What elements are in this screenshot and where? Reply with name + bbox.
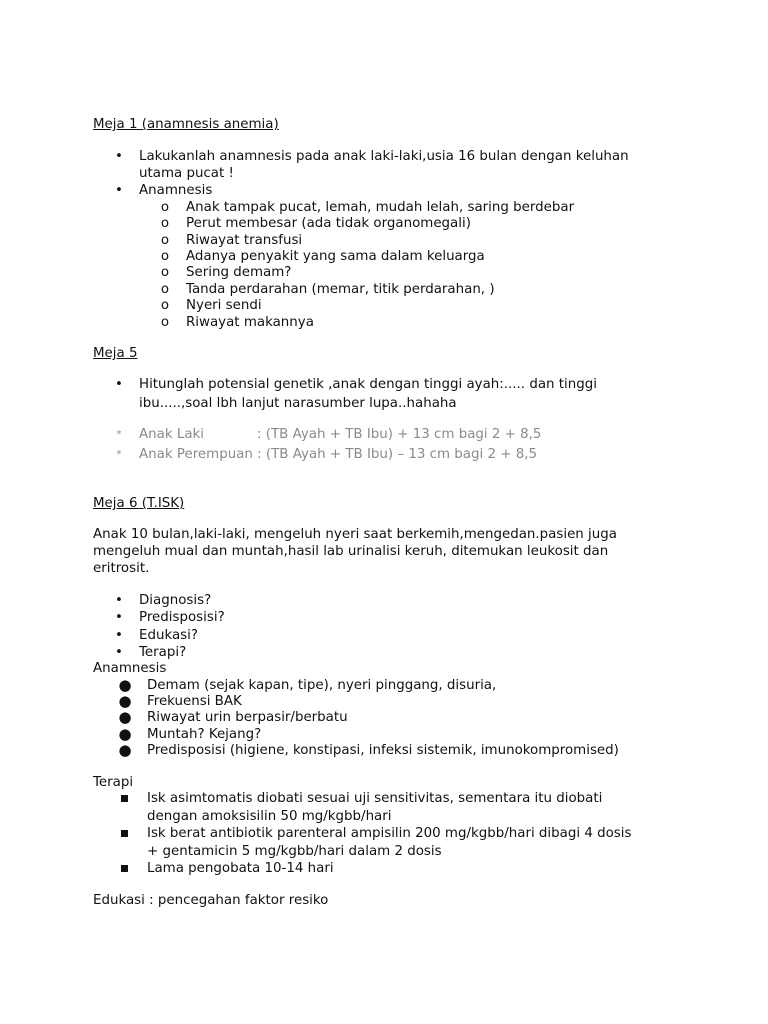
meja1-sub-item: Nyeri sendi xyxy=(186,298,262,313)
filled-circle-bullet-icon: ● xyxy=(118,725,132,743)
meja6-terapi-item-line: Lama pengobata 10-14 hari xyxy=(147,861,334,876)
star-bullet-icon: * xyxy=(116,429,122,440)
meja6-terapi-item-line: Isk berat antibiotik parenteral ampisilin 200 mg/kgbb/hari dibagi 4 dosis xyxy=(147,826,632,841)
meja6-question: Terapi? xyxy=(139,645,187,660)
meja6-case-line: Anak 10 bulan,laki-laki, mengeluh nyeri saat berkemih,mengedan.pasien juga xyxy=(93,527,617,542)
meja6-anamnesis-title: Anamnesis xyxy=(93,661,167,676)
meja6-terapi-item-line: dengan amoksisilin 50 mg/kgbb/hari xyxy=(147,809,392,824)
meja6-anamnesis-item: Frekuensi BAK xyxy=(147,694,242,709)
meja1-sub-item: Perut membesar (ada tidak organomegali) xyxy=(186,216,471,231)
meja5-formula-boy xyxy=(139,426,541,443)
meja5-bullet1-line2: ibu.....,soal lbh lanjut narasumber lupa..hahaha xyxy=(139,396,457,411)
circle-bullet-icon: o xyxy=(160,265,170,280)
meja6-edukasi: Edukasi : pencegahan faktor resiko xyxy=(93,893,329,908)
bullet-icon: • xyxy=(115,628,123,643)
meja6-case-line: eritrosit. xyxy=(93,561,150,576)
meja1-bullet1-line1: Lakukanlah anamnesis pada anak laki-laki,usia 16 bulan dengan keluhan xyxy=(139,149,629,164)
circle-bullet-icon: o xyxy=(160,298,170,313)
circle-bullet-icon: o xyxy=(160,216,170,231)
meja1-title: Meja 1 (anamnesis anemia) xyxy=(93,117,279,132)
filled-circle-bullet-icon: ● xyxy=(118,741,132,759)
filled-circle-bullet-icon: ● xyxy=(118,708,132,726)
meja6-case-line: mengeluh mual dan muntah,hasil lab urinalisi keruh, ditemukan leukosit dan xyxy=(93,544,609,559)
meja1-sub-item: Riwayat transfusi xyxy=(186,233,303,248)
square-bullet-icon xyxy=(121,830,128,837)
meja6-terapi-item-line: + gentamicin 5 mg/kgbb/hari dalam 2 dosis xyxy=(147,844,442,859)
filled-circle-bullet-icon: ● xyxy=(118,692,132,710)
bullet-icon: • xyxy=(115,183,123,198)
meja1-bullet1-line2: utama pucat ! xyxy=(139,166,234,181)
meja6-title: Meja 6 (T.ISK) xyxy=(93,496,185,511)
circle-bullet-icon: o xyxy=(160,249,170,264)
square-bullet-icon xyxy=(121,795,128,802)
formula-boy-label: Anak Laki xyxy=(139,427,205,442)
bullet-icon: • xyxy=(115,593,123,608)
circle-bullet-icon: o xyxy=(160,315,170,330)
meja6-anamnesis-item: Muntah? Kejang? xyxy=(147,727,262,742)
circle-bullet-icon: o xyxy=(160,233,170,248)
star-bullet-icon: * xyxy=(116,449,122,460)
meja6-anamnesis-item: Predisposisi (higiene, konstipasi, infeksi sistemik, imunokompromised) xyxy=(147,743,619,758)
meja6-terapi-title: Terapi xyxy=(93,775,134,790)
bullet-icon: • xyxy=(115,610,123,625)
meja1-sub-item: Anak tampak pucat, lemah, mudah lelah, saring berdebar xyxy=(186,200,575,215)
meja6-anamnesis-item: Demam (sejak kapan, tipe), nyeri pinggang, disuria, xyxy=(147,678,497,693)
circle-bullet-icon: o xyxy=(160,200,170,215)
meja1-sub-item: Adanya penyakit yang sama dalam keluarga xyxy=(186,249,485,264)
meja6-anamnesis-item: Riwayat urin berpasir/berbatu xyxy=(147,710,348,725)
bullet-icon: • xyxy=(115,645,123,660)
meja5-bullet1-line1: Hitunglah potensial genetik ,anak dengan tinggi ayah:..... dan tinggi xyxy=(139,377,597,392)
bullet-icon: • xyxy=(115,377,123,392)
meja6-question: Diagnosis? xyxy=(139,593,212,608)
formula-boy-value: : (TB Ayah + TB Ibu) + 13 cm bagi 2 + 8,5 xyxy=(257,427,542,442)
meja1-sub-item: Tanda perdarahan (memar, titik perdarahan, ) xyxy=(186,282,495,297)
meja6-question: Predisposisi? xyxy=(139,610,225,625)
meja1-sub-item: Sering demam? xyxy=(186,265,292,280)
meja5-title: Meja 5 xyxy=(93,346,138,361)
filled-circle-bullet-icon: ● xyxy=(118,676,132,694)
meja6-question: Edukasi? xyxy=(139,628,198,643)
circle-bullet-icon: o xyxy=(160,282,170,297)
meja1-sub-item: Riwayat makannya xyxy=(186,315,314,330)
bullet-icon: • xyxy=(115,149,123,164)
meja5-formula-girl: Anak Perempuan : (TB Ayah + TB Ibu) – 13 cm bagi 2 + 8,5 xyxy=(139,447,538,462)
meja6-terapi-item-line: Isk asimtomatis diobati sesuai uji sensitivitas, sementara itu diobati xyxy=(147,791,603,806)
square-bullet-icon xyxy=(121,865,128,872)
meja1-bullet2: Anamnesis xyxy=(139,183,213,198)
